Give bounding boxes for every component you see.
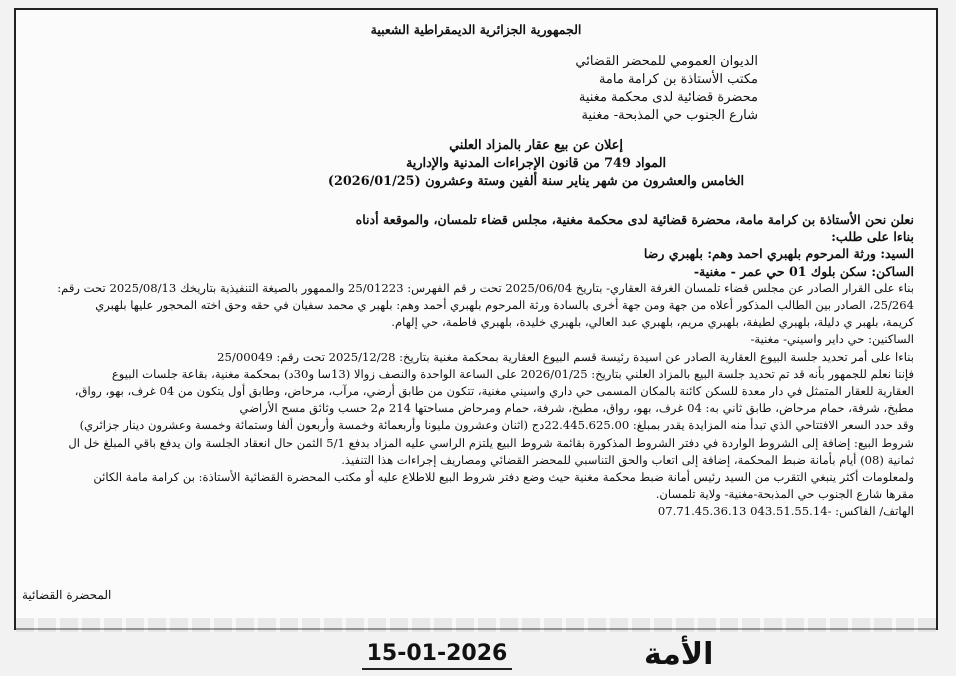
office-line-4: شارع الجنوب حي المذبحة- مغنية — [581, 108, 758, 123]
body-line: العقارية للعقار المتمثل في دار معدة للسكن كائنة بالمكان المسمى حي داري واسيني مغنية، تتكون من طابق أرضي، مرآب، مرحاض، وطابق أول يتكون من 04 غرف، بهو، رواق، — [74, 384, 914, 399]
decorative-dash-row — [16, 618, 936, 632]
body-line: الهاتف/ الفاكس: -043.51.55.14 07.71.45.36.13 — [657, 504, 914, 519]
body-line: ثمانية (08) أيام بأمانة ضبط المحكمة، إضافة إلى اتعاب والحق التناسبي للمحضر القضائي ومصاريف إجراءات هذا التنفيذ. — [341, 452, 914, 467]
body-line: نعلن نحن الأستاذة بن كرامة مامة، محضرة قضائية لدى محكمة مغنية، مجلس قضاء تلمسان، والموقعة أدناه — [355, 212, 914, 227]
signature-label: المحضرة القضائية — [22, 588, 112, 602]
newspaper-logo — [644, 638, 764, 672]
body-line: ولمعلومات أكثر ينبغي التقرب من السيد رئيس أمانة ضبط محكمة مغنية حيث وضع دفتر شروط البيع للاطلاع عليه أو مكتب المحضرة القضائية الأستاذة: بن كرامة مامة الكائن — [93, 470, 914, 485]
office-line-3: محضرة قضائية لدى محكمة مغنية — [578, 90, 758, 105]
republic-header: الجمهورية الجزائرية الديمقراطية الشعبية — [370, 22, 582, 37]
notice-date: الخامس والعشرون من شهر يناير سنة ألفين وستة وعشرون (2026/01/25) — [327, 174, 745, 189]
body-line: الساكنين: حي داير واسيني- مغنية- — [750, 332, 914, 347]
office-info — [26, 53, 926, 125]
office-line-2: مكتب الأستاذة بن كرامة مامة — [598, 72, 758, 87]
newspaper-footer — [0, 638, 956, 674]
notice-title-block — [146, 137, 926, 191]
notice-body — [26, 211, 926, 521]
body-line: بناء على القرار الصادر عن مجلس قضاء تلمسان الغرفة العقاري- بتاريخ 2025/06/04 تحت ر قم الفهرس: 25/01223 والممهور بالصيغة التنفيذية بتاريخك 2025/08/13 تحت رقم: — [57, 280, 914, 295]
body-line: بناءا على طلب: — [831, 229, 914, 245]
office-line-1: الديوان العمومي للمحضر القضائي — [575, 54, 758, 69]
body-line: مطبخ، شرفة، حمام مرحاض، طابق ثاني به: 04 غرف، بهو، رواق، مطبخ، شرفة، حمام ومرحاض مساحتها 214 م2 حسب وثائق مسح الأراضي — [239, 401, 914, 416]
body-line: شروط البيع: إضافة إلى الشروط الواردة في دفتر الشروط المذكورة بقائمة شروط البيع يلتزم الراسي عليه المزاد بدفع 5/1 الثمن حال انعقاد الجلسة وان يدفع باقي المبلغ خل ال — [68, 435, 914, 450]
body-line: فإننا نعلم للجمهور بأنه قد تم تحديد جلسة البيع بالمزاد العلني بتاريخ: 2026/01/25 على الساعة الواحدة والنصف زوالا (13سا و30د) بمحكمة مغنية، بقاعة جلسات البيوع — [111, 366, 914, 381]
body-line: 25/264، الصادر بين الطالب المذكور أعلاه من جهة ومن جهة أخرى بالسادة ورثة المرحوم بلهبري أحمد وهم: بلهبر ي محمد سفيان في حقه وحق اخته المحجور عليها بلهبري — [95, 298, 914, 313]
publication-date: 15-01-2026 — [362, 640, 512, 670]
body-line: السيد: ورثة المرحوم بلهبري احمد وهم: بلهبري رضا — [643, 246, 914, 262]
body-line: وقد حدد السعر الافتتاحي الذي تبدأ منه المزايدة يقدر بمبلغ: 22.445.625.00دج (اثنان وعشرون مليونا وأربعمائة وخمسة وأربعون ألفا وستمائة وخمسة وعشرون دينار جزائري) — [79, 418, 914, 433]
body-line: بناءا على أمر تحديد جلسة البيوع العقارية الصادر عن اسيدة رئيسة قسم البيوع العقارية بمحكمة مغنية بتاريخ: 2025/12/28 تحت رقم: 25/00049 — [217, 349, 914, 364]
notice-title: إعلان عن بيع عقار بالمزاد العلني — [449, 138, 623, 153]
legal-notice-page — [14, 8, 938, 630]
body-line: كريمة، بلهبر ي دليلة، بلهبري لطيفة، بلهبري مريم، بلهبري عبد العالي، بلهبري خليدة، بلهبري فاطمة، حي إلهام. — [391, 315, 914, 330]
body-line: الساكن: سكن بلوك 01 حي عمر - مغنية- — [693, 263, 914, 279]
logo-text: الأمة — [644, 637, 714, 672]
body-line: مقرها شارع الجنوب حي المذبحة-مغنية- ولاية تلمسان. — [655, 487, 914, 502]
notice-law: المواد 749 من قانون الإجراءات المدنية والإدارية — [405, 156, 667, 171]
